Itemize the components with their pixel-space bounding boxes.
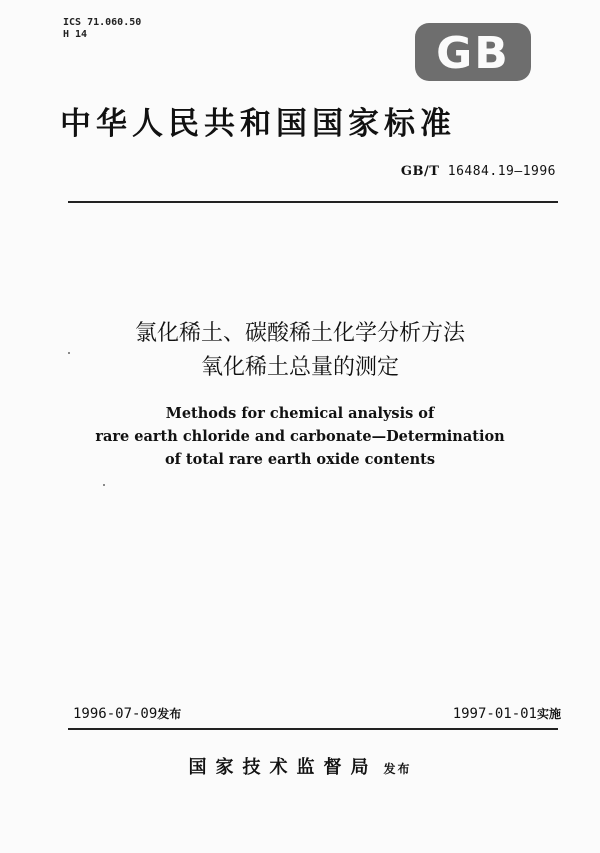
top-divider xyxy=(68,201,558,203)
english-title-line-3: of total rare earth oxide contents xyxy=(164,451,436,468)
english-title-line-1: Methods for chemical analysis of xyxy=(165,405,435,422)
standard-number-prefix: GB/T xyxy=(400,164,440,179)
scan-speck xyxy=(68,352,70,354)
standard-number-value: 16484.19—1996 xyxy=(447,164,556,179)
ccs-code: H 14 xyxy=(63,29,88,40)
classification-codes xyxy=(63,17,141,41)
ics-code: ICS 71.060.50 xyxy=(63,17,142,28)
gb-logo xyxy=(415,23,531,81)
chinese-title-line-1: 氯化稀土、碳酸稀土化学分析方法 xyxy=(134,321,465,346)
issue-date-label: 发布 xyxy=(157,707,182,721)
issue-date xyxy=(73,705,181,722)
chinese-title-line-2: 氧化稀土总量的测定 xyxy=(200,355,399,380)
implementation-date xyxy=(453,705,561,722)
implementation-date-label: 实施 xyxy=(536,707,561,721)
issue-date-value: 1996-07-09 xyxy=(73,706,158,722)
issuing-authority xyxy=(0,753,600,779)
implementation-date-value: 1997-01-01 xyxy=(452,706,537,722)
scan-speck xyxy=(103,484,105,486)
gb-logo-text: GB xyxy=(436,28,510,79)
national-standard-title: 中华人民共和国国家标准 xyxy=(60,106,456,142)
bottom-divider xyxy=(68,728,558,730)
issuer-name: 国家技术监督局 xyxy=(188,757,378,778)
english-title-line-2: rare earth chloride and carbonate—Determination xyxy=(95,428,505,445)
standard-number xyxy=(401,164,556,179)
issuer-action: 发布 xyxy=(383,762,412,776)
